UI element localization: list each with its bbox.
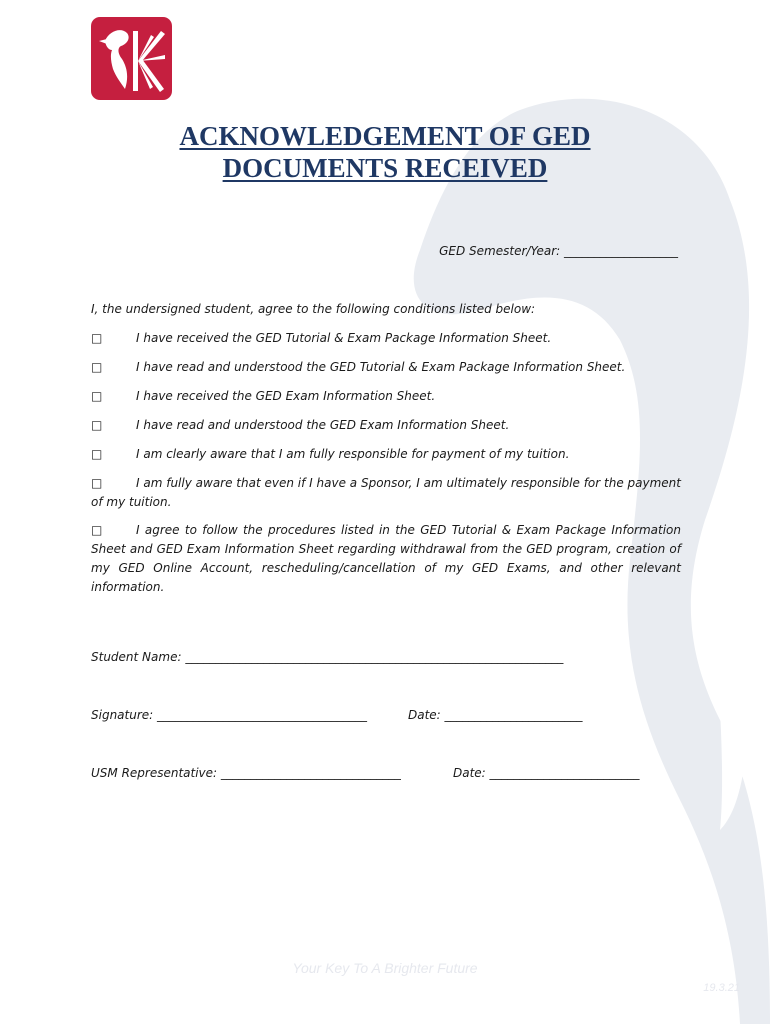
- condition-item: [91, 521, 681, 597]
- page-title-line-2: DOCUMENTS RECEIVED: [222, 153, 548, 183]
- checkbox[interactable]: □: [91, 476, 103, 490]
- checkbox[interactable]: □: [91, 523, 103, 537]
- checkbox[interactable]: □: [91, 331, 103, 345]
- condition-text: I have read and understood the GED Tutorial & Exam Package Information Sheet.: [136, 360, 626, 374]
- condition-item: [91, 358, 681, 377]
- checkbox[interactable]: □: [91, 418, 103, 432]
- document-version: 19.3.21: [703, 982, 740, 994]
- condition-text: I am fully aware that even if I have a Sponsor, I am ultimately responsible for the payment of my tuition.: [91, 476, 681, 509]
- semester-year-field[interactable]: GED Semester/Year: ___________________: [439, 244, 678, 258]
- condition-text: I have received the GED Tutorial & Exam Package Information Sheet.: [136, 331, 552, 345]
- condition-item: [91, 416, 681, 435]
- conditions-intro: I, the undersigned student, agree to the following conditions listed below:: [91, 302, 536, 316]
- representative-field[interactable]: USM Representative: ______________________________: [91, 766, 401, 780]
- signature-date-field[interactable]: Date: _______________________: [408, 708, 583, 722]
- page-title-line-1: ACKNOWLEDGEMENT OF GED: [179, 121, 591, 151]
- representative-date-field[interactable]: Date: _________________________: [453, 766, 640, 780]
- condition-text: I have read and understood the GED Exam Information Sheet.: [136, 418, 510, 432]
- condition-text: I have received the GED Exam Information Sheet.: [136, 389, 436, 403]
- school-crest-logo-icon: [91, 17, 172, 100]
- condition-text: I am clearly aware that I am fully responsible for payment of my tuition.: [136, 447, 570, 461]
- condition-item: [91, 387, 681, 406]
- student-name-field[interactable]: Student Name: _______________________________________________________________: [91, 650, 564, 664]
- checkbox[interactable]: □: [91, 447, 103, 461]
- condition-item: [91, 329, 681, 348]
- condition-item: [91, 474, 681, 512]
- checkbox[interactable]: □: [91, 360, 103, 374]
- signature-field[interactable]: Signature: ___________________________________: [91, 708, 368, 722]
- checkbox[interactable]: □: [91, 389, 103, 403]
- condition-item: [91, 445, 681, 464]
- condition-text: I agree to follow the procedures listed in the GED Tutorial & Exam Package Information Sheet and GED Exam Information Sheet regarding withdrawal from the GED program, creation of my GED Online Account, rescheduling/cancellation of my GED Exams, and other relevant information.: [91, 523, 681, 594]
- footer-tagline: Your Key To A Brighter Future: [292, 960, 478, 976]
